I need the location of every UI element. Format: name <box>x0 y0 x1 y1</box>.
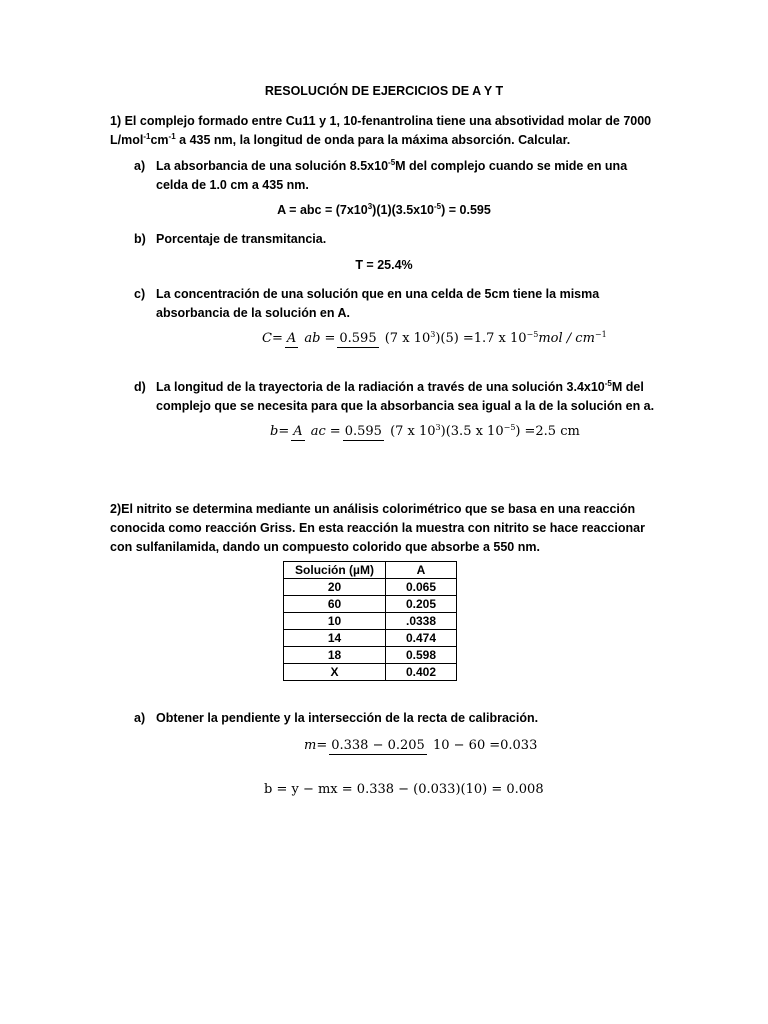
q1-a-label: a) <box>134 159 146 173</box>
q1-b-text: Porcentaje de transmitancia. <box>156 232 327 246</box>
table-cell: 0.474 <box>386 630 457 647</box>
table-header-solution: Solución (µM) <box>284 562 386 579</box>
q1-d-frac2-den-c: ) <box>515 424 521 439</box>
q2-slope-rhs: 0.033 <box>500 738 538 753</box>
table-cell: 0.402 <box>386 664 457 681</box>
q1-a-text-part1: La absorbancia de una solución 8.5x10 <box>156 159 389 173</box>
q1-c-frac2 <box>337 331 460 346</box>
table-cell: 60 <box>284 596 386 613</box>
table-header-row <box>284 562 457 579</box>
table-row <box>284 596 457 613</box>
q2-slope-frac <box>329 738 487 753</box>
q1-a-eq-part2: )(1)(3.5x10 <box>372 203 435 217</box>
q1-c-rhs-sup2: −1 <box>594 330 607 339</box>
q1-d-frac2-den <box>388 423 522 439</box>
calibration-table <box>283 561 457 681</box>
q2-slope-num: 0.338 − 0.205 <box>331 738 425 753</box>
table-cell: 0.205 <box>386 596 457 613</box>
table-row <box>284 664 457 681</box>
q1-c-formula: C = A ab = 0.595 (7 x $10^3)(5)$ = 1.7 x $10^{-5}mol / cm^{-1}$ <box>262 330 607 346</box>
q1-d-text <box>156 378 661 416</box>
q1-a-equation <box>0 203 768 217</box>
q1-d-formula: b = A ac = 0.595 (7 x $10^3)(3.5$ x $10^{-5}$) = 2.5 cm <box>270 423 580 439</box>
q1-d-text-part2: M del complejo que se necesita para que la absorbancia sea igual a la de la solución en a. <box>156 380 655 413</box>
q2-slope-lhs: m <box>304 738 317 753</box>
table-cell: 18 <box>284 647 386 664</box>
q1-c-frac2-den-sup: 3 <box>430 330 436 339</box>
q2-intro: 2)El nitrito se determina mediante un análisis colorimétrico que se basa en una reacción conocida como reacción Griss. En esta reacción la muestra con nitrito se hace reaccionar con sulfanilamida, dando un compuesto colorido que absorbe a 550 nm. <box>110 502 645 554</box>
table-cell: 0.598 <box>386 647 457 664</box>
q1-c-rhs-b: mol / cm <box>538 331 595 346</box>
q1-d-frac2-den-sup: 3 <box>435 423 441 432</box>
q1-c-frac2-den <box>383 330 461 346</box>
q1-c-frac2-den-a: (7 x 10 <box>384 331 431 346</box>
q1-a-eq-part1: A = abc = (7x10 <box>277 203 368 217</box>
q1-d-lhs: b <box>270 424 279 439</box>
q1-c-frac2-num: 0.595 <box>339 331 377 346</box>
q2-a-text: Obtener la pendiente y la intersección de la recta de calibración. <box>156 711 539 725</box>
q2-intercept-formula: b = y − mx = 0.338 − (0.033)(10) = 0.008 <box>264 782 544 797</box>
q1-c-rhs <box>474 331 607 346</box>
table-cell: .0338 <box>386 613 457 630</box>
table-row <box>284 613 457 630</box>
q2-slope-den: 10 − 60 <box>432 738 486 753</box>
q1-intro-unit2: cm <box>150 133 169 147</box>
table-cell: X <box>284 664 386 681</box>
q1-c-frac1-num: A <box>286 331 297 346</box>
q1-d-frac1 <box>291 424 328 439</box>
q1-d-frac2-num: 0.595 <box>344 424 382 439</box>
table-cell: 10 <box>284 613 386 630</box>
q1-c-text: La concentración de una solución que en una celda de 5cm tiene la misma absorbancia de la solución en A. <box>156 287 600 320</box>
q1-c-lhs: C <box>262 331 272 346</box>
q1-a-eq-sup2: -5 <box>434 202 442 211</box>
table-cell: 14 <box>284 630 386 647</box>
q1-c-frac1-den: ab <box>304 331 321 346</box>
q1-c-rhs-a: 1.7 x 10 <box>473 331 527 346</box>
q1-intro-line2: a 435 nm, la longitud de onda para la máxima absorción. Calcular. <box>175 133 571 147</box>
q1-intro <box>110 112 655 150</box>
q1-a-sup: -5 <box>388 158 396 167</box>
table-row <box>284 579 457 596</box>
q1-c-frac2-den-b: )(5) <box>435 331 459 346</box>
q1-a-eq-part3: ) = 0.595 <box>441 203 491 217</box>
q1-d-frac1-den: ac <box>310 424 326 439</box>
q1-b-label: b) <box>134 232 146 246</box>
q1-d-frac1-num: A <box>293 424 303 439</box>
table-header-absorbance: A <box>386 562 457 579</box>
q1-c-rhs-sup: −5 <box>526 330 539 339</box>
q1-d-frac2-den-b: )(3.5 x 10 <box>440 424 504 439</box>
table-cell: 20 <box>284 579 386 596</box>
table-row <box>284 647 457 664</box>
q1-d-sup: -5 <box>604 379 612 388</box>
q1-d-frac2-den-a: (7 x 10 <box>390 424 436 439</box>
q1-intro-sup2: -1 <box>168 132 176 141</box>
q1-d-frac2 <box>343 424 523 439</box>
q2-a-label: a) <box>134 711 146 725</box>
q2-slope-formula: m = 0.338 − 0.205 10 − 60 = 0.033 <box>304 738 538 753</box>
q1-c-frac1 <box>285 331 323 346</box>
q1-intro-line1: 1) El complejo formado entre Cu11 y 1, 10-fenantrolina tiene una absotividad molar de 7000 <box>110 114 652 128</box>
page-title: RESOLUCIÓN DE EJERCICIOS DE A Y T <box>264 84 504 98</box>
q1-d-label: d) <box>134 380 146 394</box>
q1-d-text-part1: La longitud de la trayectoria de la radiación a través de una solución 3.4x10 <box>156 380 605 394</box>
q1-d-frac2-den-sup2: −5 <box>503 423 516 432</box>
q1-a-text <box>156 157 661 195</box>
q1-c-label: c) <box>134 287 146 301</box>
table-row <box>284 630 457 647</box>
q1-intro-unit1: L/mol <box>110 133 144 147</box>
q1-d-rhs: 2.5 cm <box>535 424 580 439</box>
table-cell: 0.065 <box>386 579 457 596</box>
q1-a-eq-sup1: 3 <box>367 202 373 211</box>
q1-b-result: T = 25.4% <box>355 258 413 272</box>
q1-a-text-part2: M del complejo cuando se mide en una celda de 1.0 cm a 435 nm. <box>156 159 628 192</box>
q1-intro-sup1: -1 <box>143 132 151 141</box>
